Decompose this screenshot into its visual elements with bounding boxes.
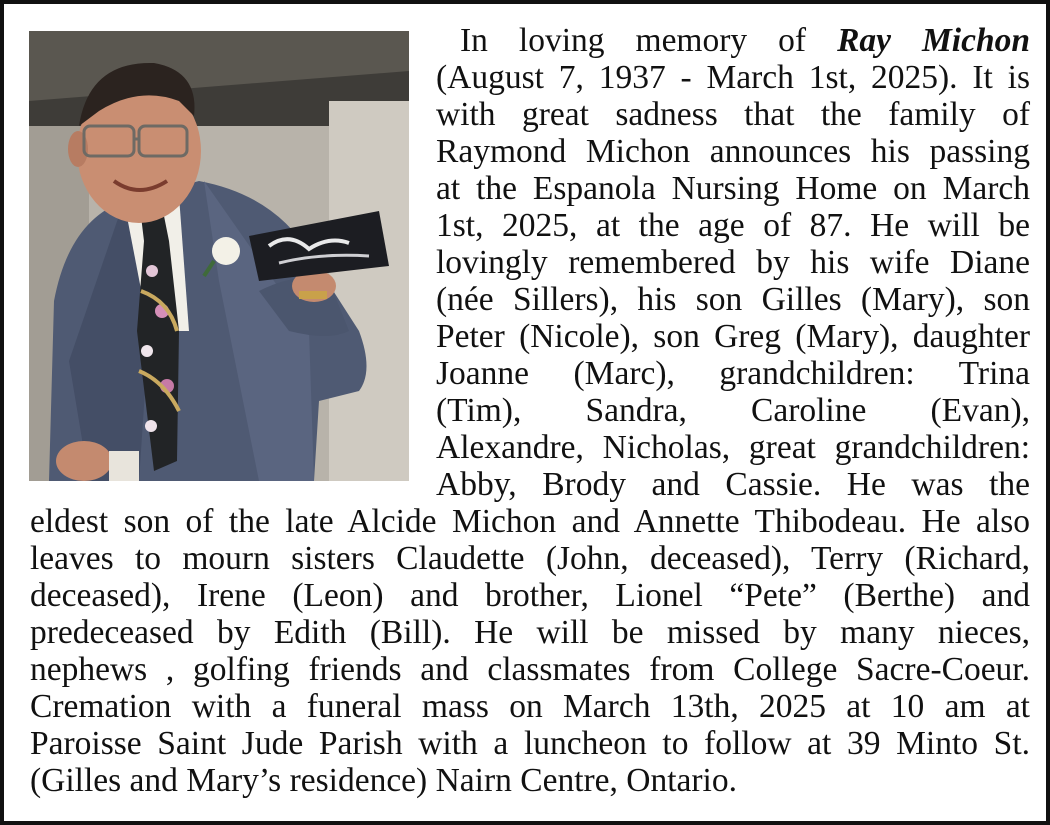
obituary-line-17: predeceased by Edith (Bill). He will be missed by many nieces, <box>30 614 1030 651</box>
obituary-line-14: eldest son of the late Alcide Michon and Annette Thibodeau. He also <box>30 503 1030 540</box>
obituary-line-8: (née Sillers), his son Gilles (Mary), son <box>436 281 1030 318</box>
obituary-line-6: 1st, 2025, at the age of 87. He will be <box>436 207 1030 244</box>
obituary-line-7: lovingly remembered by his wife Diane <box>436 244 1030 281</box>
obituary-line-5: at the Espanola Nursing Home on March <box>436 170 1030 207</box>
portrait-illustration <box>29 31 409 481</box>
obituary-line-13: Abby, Brody and Cassie. He was the <box>436 466 1030 503</box>
obituary-line-15: leaves to mourn sisters Claudette (John, deceased), Terry (Richard, <box>30 540 1030 577</box>
obituary-line-18: nephews , golfing friends and classmates from College Sacre-Coeur. <box>30 651 1030 688</box>
obituary-line-20: Paroisse Saint Jude Parish with a luncheon to follow at 39 Minto St. <box>30 725 1030 762</box>
obituary-line-16: deceased), Irene (Leon) and brother, Lionel “Pete” (Berthe) and <box>30 577 1030 614</box>
obituary-line-19: Cremation with a funeral mass on March 13th, 2025 at 10 am at <box>30 688 1030 725</box>
obituary-line-3: with great sadness that the family of <box>436 96 1030 133</box>
obituary-line-12: Alexandre, Nicholas, great grandchildren: <box>436 429 1030 466</box>
portrait-photo <box>29 31 409 481</box>
obituary-line-2: (August 7, 1937 - March 1st, 2025). It is <box>436 59 1030 96</box>
obituary-line-1 <box>436 22 1030 59</box>
obituary-line-11: (Tim), Sandra, Caroline (Evan), <box>436 392 1030 429</box>
obituary-line-9: Peter (Nicole), son Greg (Mary), daughter <box>436 318 1030 355</box>
intro-text: In loving memory of <box>460 22 807 59</box>
deceased-name: Ray Michon <box>837 22 1030 59</box>
obituary-line-4: Raymond Michon announces his passing <box>436 133 1030 170</box>
obituary-line-21: (Gilles and Mary’s residence) Nairn Centre, Ontario. <box>30 762 737 799</box>
obituary-line-10: Joanne (Marc), grandchildren: Trina <box>436 355 1030 392</box>
